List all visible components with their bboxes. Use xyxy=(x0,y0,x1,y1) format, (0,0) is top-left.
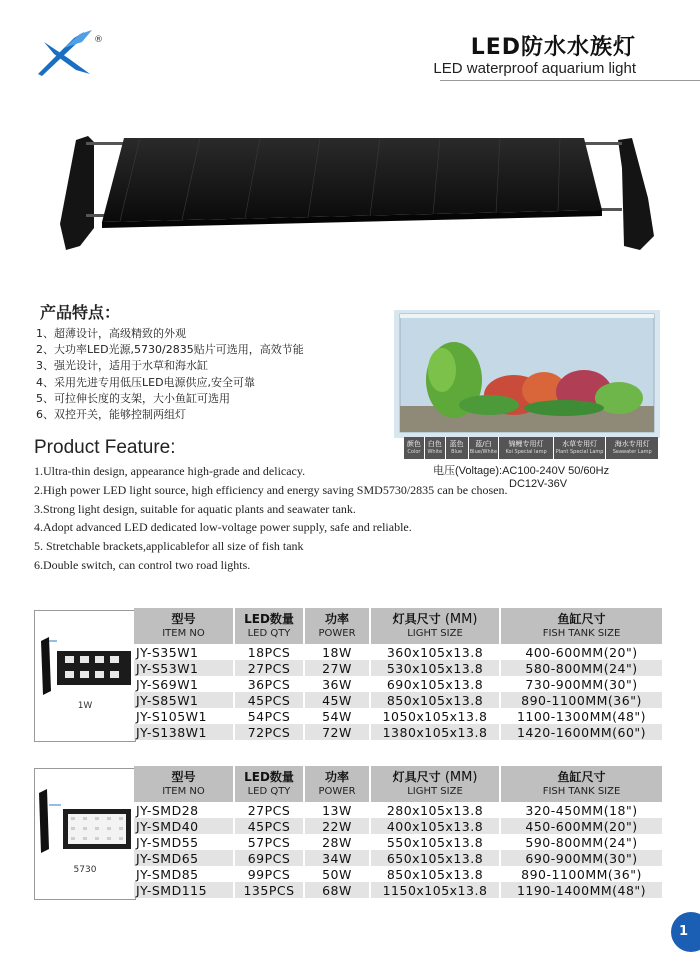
trademark-symbol: ® xyxy=(94,35,103,45)
list-item: 3、强光设计，适用于水草和海水缸 xyxy=(36,359,208,373)
legend-cell: 蓝/白 Blue/White xyxy=(469,437,500,459)
color-legend xyxy=(404,437,658,459)
features-en-title: Product Feature: xyxy=(34,437,176,458)
list-item: 2.High power LED light source, high efficiency and energy saving SMD5730/2835 can be chosen. xyxy=(34,482,508,497)
table-row: JY-S69W1 36PCS 36W 690x105x13.8 730-900MM(30") xyxy=(134,676,662,692)
product-thumbnail-1w xyxy=(34,610,136,742)
table-row: JY-S105W1 54PCS 54W 1050x105x13.8 1100-1300MM(48") xyxy=(134,708,662,724)
list-item: 5、可拉伸长度的支架，大小鱼缸可选用 xyxy=(36,391,230,405)
table-row: JY-S85W1 45PCS 45W 850x105x13.8 890-1100MM(36") xyxy=(134,692,662,708)
table-row: JY-S138W1 72PCS 72W 1380x105x13.8 1420-1600MM(60") xyxy=(134,724,662,740)
led-module-1w-icon xyxy=(35,611,135,711)
list-item: 1.Ultra-thin design, appearance high-grade and delicacy. xyxy=(34,464,306,478)
col-model: 型号 ITEM NO xyxy=(134,608,234,644)
list-item: 4.Adopt advanced LED dedicated low-voltage power supply, safe and reliable. xyxy=(34,520,412,535)
legend-cell: 锦鲤专用灯 Koi Special lamp xyxy=(499,437,554,459)
col-tank-size: 鱼缸尺寸 FISH TANK SIZE xyxy=(500,608,662,644)
legend-cell: 海水专用灯 Seawater Lamp xyxy=(612,440,652,455)
col-led-qty: LED数量 LED QTY xyxy=(234,608,304,644)
page-title-en: LED waterproof aquarium light xyxy=(433,60,636,77)
col-light-size: 灯具尺寸 (MM) LIGHT SIZE xyxy=(370,608,500,644)
legend-cell: 颜色 Color xyxy=(404,437,425,459)
table-row: JY-SMD65 69PCS 34W 650x105x13.8 690-900MM(30") xyxy=(134,850,662,866)
table-row: JY-SMD40 45PCS 22W 400x105x13.8 450-600MM(20") xyxy=(134,818,662,834)
product-thumbnail-5730 xyxy=(34,768,136,900)
table-row: JY-SMD115 135PCS 68W 1150x105x13.8 1190-1400MM(48") xyxy=(134,882,662,898)
features-cn-title: 产品特点： xyxy=(40,303,121,322)
features-en-list xyxy=(34,462,507,575)
legend-cell: 水草专用灯 Plant Special Lamp xyxy=(554,437,607,459)
thumbnail-label: 5730 xyxy=(73,865,97,875)
list-item: 6.Double switch, can control two road lights. xyxy=(34,557,251,572)
header-divider xyxy=(440,80,700,81)
thumbnail-label: 1W xyxy=(77,701,93,711)
led-module-5730-icon xyxy=(35,769,135,869)
spec-table-1w xyxy=(134,608,662,740)
list-item: 2、大功率LED光源,5730/2835贴片可选用，高效节能 xyxy=(36,343,304,357)
voltage-line-1: 电压(Voltage):AC100-240V 50/60Hz xyxy=(433,465,610,477)
page-title-cn: LED防水水族灯 xyxy=(470,35,636,60)
col-power: 功率 POWER xyxy=(304,608,370,644)
brand-logo xyxy=(34,28,104,78)
list-item: 4、采用先进专用低压LED电源供应,安全可靠 xyxy=(36,375,256,389)
spec-table-5730 xyxy=(134,766,662,898)
list-item: 5. Stretchable brackets,applicablefor all size of fish tank xyxy=(34,539,304,554)
table-row: JY-S53W1 27PCS 27W 530x105x13.8 580-800MM(24") xyxy=(134,660,662,676)
col-power: 功率 POWER xyxy=(304,766,370,802)
list-item: 1、超薄设计，高级精致的外观 xyxy=(36,327,186,340)
table-row: JY-S35W1 18PCS 18W 360x105x13.8 400-600MM(20") xyxy=(134,644,662,660)
page-number-badge xyxy=(671,912,700,952)
page-number: 1 xyxy=(679,924,689,939)
voltage-line-2: DC12V-36V xyxy=(509,478,568,490)
table-row: JY-SMD55 57PCS 28W 550x105x13.8 590-800MM(24") xyxy=(134,834,662,850)
table-row: JY-SMD85 99PCS 50W 850x105x13.8 890-1100MM(36") xyxy=(134,866,662,882)
col-model: 型号 ITEM NO xyxy=(134,766,234,802)
list-item: 3.Strong light design, suitable for aquatic plants and seawater tank. xyxy=(34,501,356,516)
led-light-product-image xyxy=(40,128,665,268)
features-cn-list xyxy=(36,326,304,423)
legend-cell: 白色 White xyxy=(425,437,446,459)
table-row: JY-SMD28 27PCS 13W 280x105x13.8 320-450MM(18") xyxy=(134,802,662,818)
col-led-qty: LED数量 LED QTY xyxy=(234,766,304,802)
legend-cell: 蓝色 Blue xyxy=(446,437,469,459)
list-item: 6、双控开关，能够控制两组灯 xyxy=(36,408,186,422)
col-light-size: 灯具尺寸 (MM) LIGHT SIZE xyxy=(370,766,500,802)
aquarium-photo xyxy=(394,310,660,438)
col-tank-size: 鱼缸尺寸 FISH TANK SIZE xyxy=(500,766,662,802)
